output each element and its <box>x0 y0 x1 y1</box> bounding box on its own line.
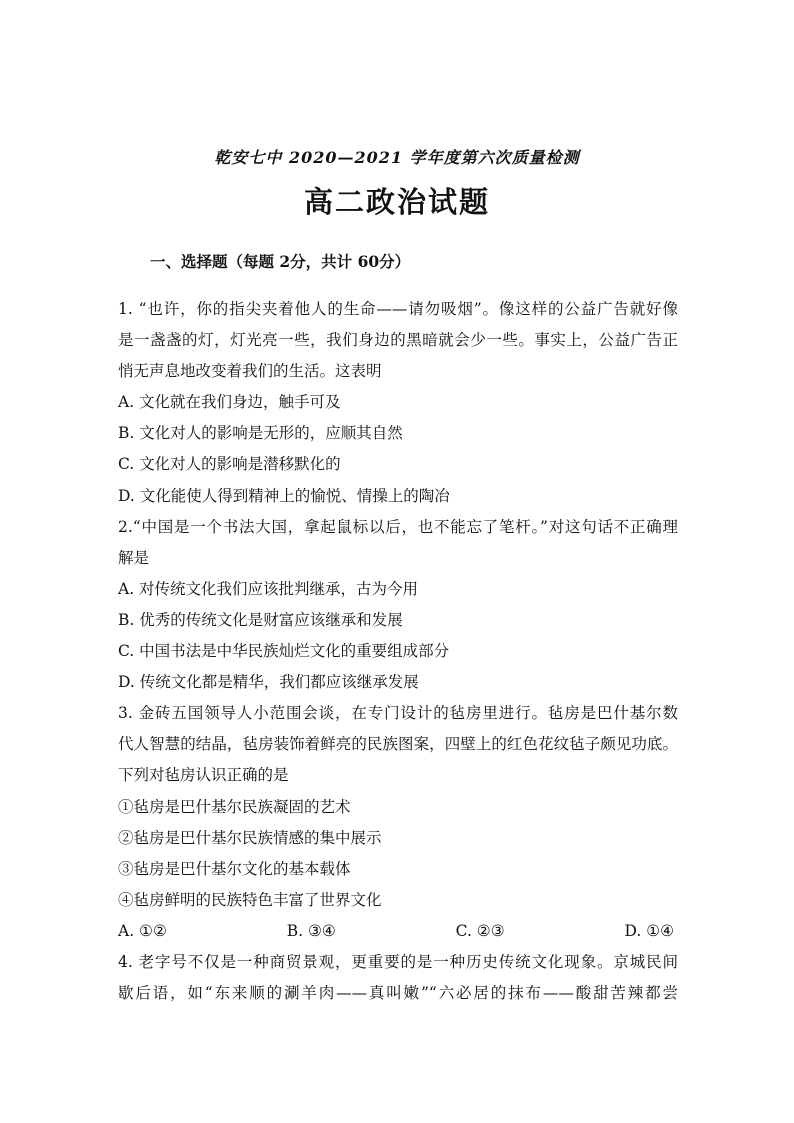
text-line: 下列对毡房认识正确的是 <box>118 766 289 785</box>
q3-options-row <box>118 916 678 947</box>
school-header: 乾安七中 2020—2021 学年度第六次质量检测 <box>214 148 580 167</box>
option-line: B. 文化对人的影响是无形的，应顺其自然 <box>118 424 403 443</box>
statement-line: ④毡房鲜明的民族特色丰富了世界文化 <box>118 890 382 909</box>
option-a: A. ①② <box>118 921 167 940</box>
section-heading: 一、选择题（每题 2分，共计 60分） <box>150 252 411 271</box>
option-line: C. 中国书法是中华民族灿烂文化的重要组成部分 <box>118 642 450 661</box>
question-body <box>118 294 678 1009</box>
text-line: 悄无声息地改变着我们的生活。这表明 <box>118 362 382 381</box>
option-line: A. 对传统文化我们应该批判继承，古为今用 <box>118 579 419 598</box>
option-line: D. 传统文化都是精华，我们都应该继承发展 <box>118 673 419 692</box>
page-title: 高二政治试题 <box>303 185 490 219</box>
option-d: D. ①④ <box>624 921 674 940</box>
option-line: C. 文化对人的影响是潜移默化的 <box>118 455 341 474</box>
statement-line: ②毡房是巴什基尔民族情感的集中展示 <box>118 828 382 847</box>
option-line: B. 优秀的传统文化是财富应该继承和发展 <box>118 610 403 629</box>
statement-line: ①毡房是巴什基尔民族凝固的艺术 <box>118 797 351 816</box>
text-line: 歇后语，如“东来顺的涮羊肉——真叫嫩”“六必居的抹布——酸甜苦辣都尝 <box>118 984 678 1003</box>
text-line: 2.“中国是一个书法大国，拿起鼠标以后，也不能忘了笔杆。”对这句话不正确理 <box>118 517 678 536</box>
statement-line: ③毡房是巴什基尔文化的基本载体 <box>118 859 351 878</box>
text-line: 3. 金砖五国领导人小范围会谈，在专门设计的毡房里进行。毡房是巴什基尔数 <box>118 704 678 723</box>
option-c: C. ②③ <box>455 921 505 940</box>
text-line: 是一盏盏的灯，灯光亮一些，我们身边的黑暗就会少一些。事实上，公益广告正 <box>118 331 678 350</box>
option-line: A. 文化就在我们身边，触手可及 <box>118 393 341 412</box>
option-b: B. ③④ <box>286 921 336 940</box>
option-line: D. 文化能使人得到精神上的愉悦、情操上的陶冶 <box>118 486 450 505</box>
text-line: 代人智慧的结晶，毡房装饰着鲜亮的民族图案，四壁上的红色花纹毡子颇见功底。 <box>118 735 678 754</box>
text-line: 1. “也许，你的指尖夹着他人的生命——请勿吸烟”。像这样的公益广告就好像 <box>118 300 678 318</box>
text-line: 解是 <box>118 548 150 567</box>
text-line: 4. 老字号不仅是一种商贸景观，更重要的是一种历史传统文化现象。京城民间 <box>118 952 678 971</box>
